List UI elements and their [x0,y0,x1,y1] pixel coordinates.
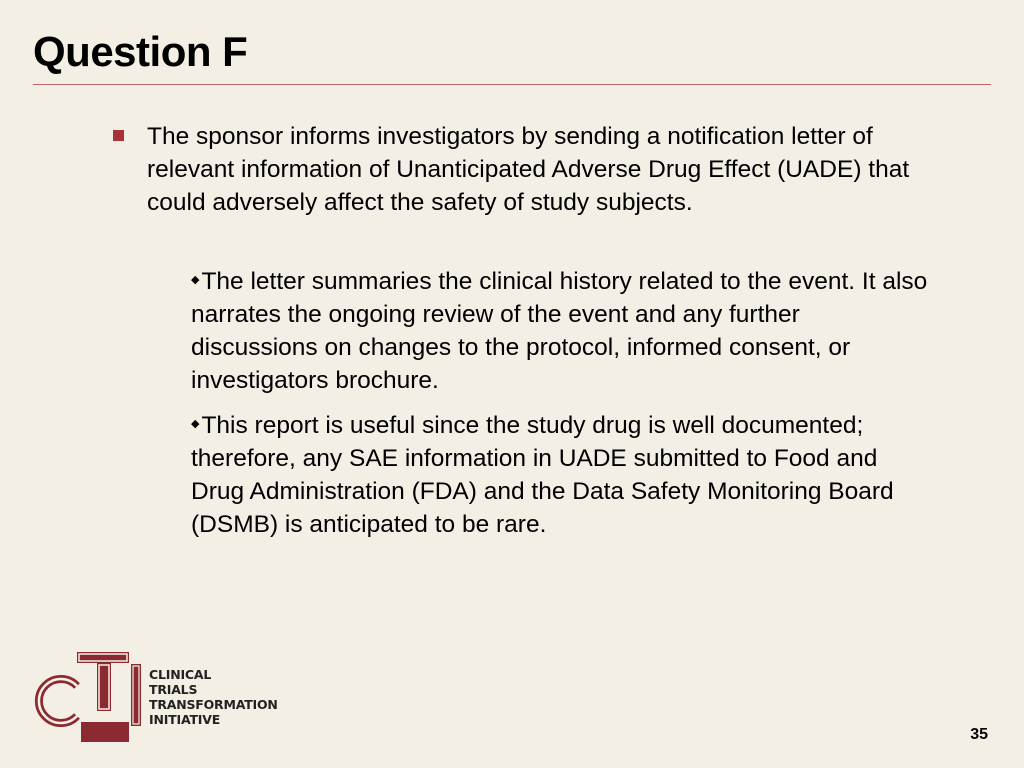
diamond-bullet-icon: ◆ [191,274,200,286]
logo-text-line: INITIATIVE [149,712,221,727]
square-bullet-icon [113,130,124,141]
bullet-main: The sponsor informs investigators by sending a notification letter of relevant information of Unanticipated Adverse Drug Effect (UADE) that could adversely affect the safety of study subjects. [147,123,910,216]
logo-text-line: TRANSFORMATION [149,697,278,712]
sub-bullet-text: The letter summaries the clinical history related to the event. It also narrates the ongoing review of the event and any further discussions on changes to the protocol, informed consent, or investigators brochure. [191,268,928,394]
logo-text-line: CLINICAL [149,667,212,682]
page-number: 35 [970,726,988,743]
sub-bullet-text: This report is useful since the study drug is well documented; therefore, any SAE information in UADE submitted to Food and Drug Administration (FDA) and the Data Safety Monitoring Board (DSMB) is anticipated to be rare. [191,412,894,538]
sub-bullet [191,264,931,397]
slide-title: Question F [33,28,248,75]
diamond-bullet-icon: ◆ [191,418,200,430]
title-divider [33,84,991,85]
logo-wordmark [149,667,278,727]
sub-bullet [191,408,931,541]
logo-text-line: TRIALS [149,682,198,697]
